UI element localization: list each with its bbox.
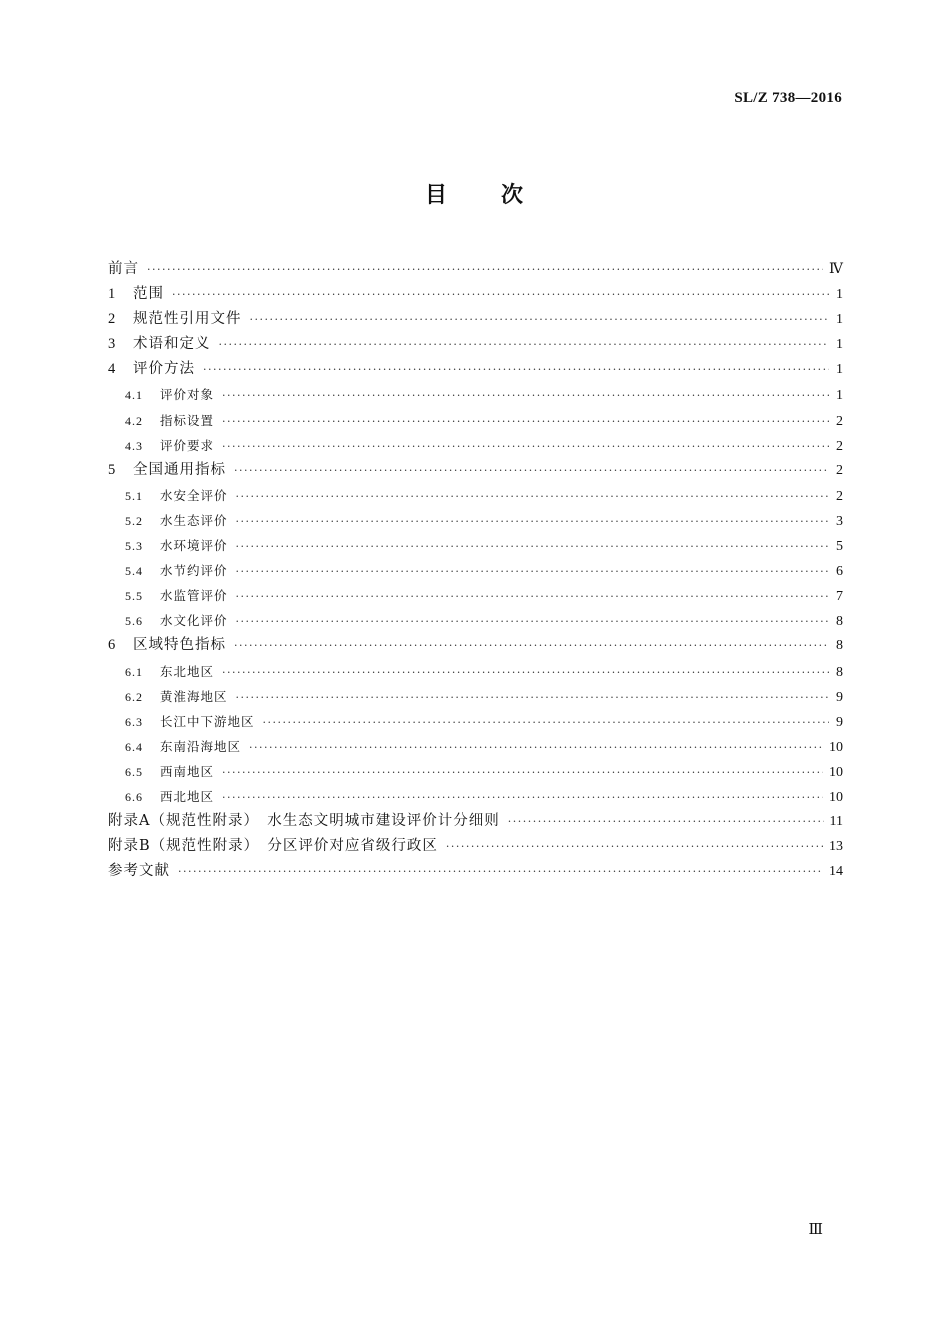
toc-leader-dots bbox=[263, 710, 829, 735]
toc-entry[interactable] bbox=[108, 583, 843, 608]
toc-entry[interactable] bbox=[108, 558, 843, 583]
toc-entry-page: 10 bbox=[829, 764, 843, 780]
toc-entry-title: 规范性引用文件 bbox=[133, 311, 242, 328]
toc-entry-title: 评价对象 bbox=[160, 387, 215, 403]
toc-leader-dots bbox=[508, 809, 824, 834]
toc-entry-title: 参考文献 bbox=[108, 863, 170, 880]
toc-entry-number: 3 bbox=[108, 336, 116, 353]
toc-entry-title: 水环境评价 bbox=[160, 538, 228, 554]
toc-leader-dots bbox=[222, 434, 829, 459]
toc-entry-title: 东南沿海地区 bbox=[160, 738, 242, 754]
toc-entry-page: 10 bbox=[829, 739, 843, 755]
toc-entry-title: 评价方法 bbox=[133, 361, 195, 378]
toc-leader-dots bbox=[234, 458, 829, 483]
toc-entry[interactable] bbox=[108, 684, 843, 709]
toc-entry-number: 4.2 bbox=[125, 413, 143, 428]
toc-leader-dots bbox=[236, 609, 829, 634]
toc-leader-dots bbox=[236, 534, 829, 559]
toc-entry[interactable] bbox=[108, 834, 843, 859]
toc-entry-number: 2 bbox=[108, 311, 116, 328]
toc-entry-number: 6.5 bbox=[125, 764, 143, 779]
toc-entry-page: 8 bbox=[836, 664, 843, 680]
toc-entry-title: 水节约评价 bbox=[160, 563, 228, 579]
toc-entry[interactable] bbox=[108, 483, 843, 508]
toc-entry-number: 5.1 bbox=[125, 488, 143, 503]
toc-entry-title: 西南地区 bbox=[160, 763, 215, 779]
toc-entry[interactable] bbox=[108, 709, 843, 734]
toc-leader-dots bbox=[172, 282, 829, 307]
title-char-2: 次 bbox=[501, 183, 526, 208]
toc-leader-dots bbox=[147, 257, 823, 282]
toc-entry-page: 9 bbox=[836, 714, 843, 730]
page-title bbox=[0, 178, 950, 209]
toc-entry[interactable] bbox=[108, 282, 843, 307]
toc-entry-title: 范围 bbox=[133, 286, 164, 303]
toc-leader-dots bbox=[203, 357, 829, 382]
toc-entry-page: 1 bbox=[836, 337, 843, 353]
toc-entry[interactable] bbox=[108, 433, 843, 458]
toc-leader-dots bbox=[236, 685, 829, 710]
toc-entry-number: 1 bbox=[108, 286, 116, 303]
toc-entry-title: 区域特色指标 bbox=[133, 637, 226, 654]
toc-leader-dots bbox=[236, 484, 829, 509]
toc-entry-number: 5.6 bbox=[125, 614, 143, 629]
toc-entry-number: 6.1 bbox=[125, 664, 143, 679]
toc-entry-title: 东北地区 bbox=[160, 663, 215, 679]
toc-entry-page: 6 bbox=[836, 564, 843, 580]
toc-entry-page: 13 bbox=[829, 839, 843, 855]
toc-entry[interactable] bbox=[108, 533, 843, 558]
toc-entry-number: 4.1 bbox=[125, 388, 143, 403]
toc-entry-number: 6.2 bbox=[125, 689, 143, 704]
toc-leader-dots bbox=[219, 332, 830, 357]
title-char-1: 目 bbox=[424, 183, 449, 208]
toc-leader-dots bbox=[249, 735, 823, 760]
toc-entry-page: 10 bbox=[829, 789, 843, 805]
toc-entry-number: 4.3 bbox=[125, 438, 143, 453]
toc-entry-number: 4 bbox=[108, 361, 116, 378]
toc-leader-dots bbox=[236, 509, 829, 534]
toc-entry-page: 1 bbox=[836, 388, 843, 404]
toc-entry[interactable] bbox=[108, 633, 843, 658]
toc-entry[interactable] bbox=[108, 734, 843, 759]
toc-leader-dots bbox=[222, 760, 823, 785]
toc-entry[interactable] bbox=[108, 408, 843, 433]
toc-entry-page: 2 bbox=[836, 438, 843, 454]
toc-entry-page: 1 bbox=[836, 312, 843, 328]
toc-entry[interactable] bbox=[108, 458, 843, 483]
toc-entry-title: 前言 bbox=[108, 261, 139, 277]
toc-entry-number: 5.2 bbox=[125, 513, 143, 528]
toc-entry-title: 附录B（规范性附录） 分区评价对应省级行政区 bbox=[108, 838, 438, 855]
toc-entry[interactable] bbox=[108, 608, 843, 633]
toc-entry-title: 水文化评价 bbox=[160, 613, 228, 629]
toc-entry-title: 水安全评价 bbox=[160, 487, 228, 503]
toc-entry-title: 评价要求 bbox=[160, 437, 215, 453]
toc-leader-dots bbox=[222, 409, 829, 434]
toc-entry[interactable] bbox=[108, 357, 843, 382]
toc-entry-number: 6.3 bbox=[125, 714, 143, 729]
toc-leader-dots bbox=[236, 584, 829, 609]
table-of-contents bbox=[108, 257, 843, 884]
toc-entry-page: 7 bbox=[836, 589, 843, 605]
toc-entry-title: 附录A（规范性附录） 水生态文明城市建设评价计分细则 bbox=[108, 813, 500, 830]
document-code: SL/Z 738—2016 bbox=[734, 90, 842, 106]
toc-leader-dots bbox=[222, 383, 829, 408]
toc-entry-page: 8 bbox=[836, 614, 843, 630]
toc-entry-page: 1 bbox=[836, 362, 843, 378]
toc-entry[interactable] bbox=[108, 382, 843, 407]
toc-entry[interactable] bbox=[108, 257, 843, 282]
toc-entry-title: 长江中下游地区 bbox=[160, 713, 255, 729]
toc-leader-dots bbox=[178, 859, 823, 884]
toc-entry-page: 11 bbox=[829, 814, 843, 830]
toc-entry-page: 2 bbox=[836, 462, 843, 478]
toc-entry-title: 全国通用指标 bbox=[133, 461, 226, 478]
toc-leader-dots bbox=[222, 660, 829, 685]
toc-entry-number: 6.4 bbox=[125, 739, 143, 754]
toc-entry-page: 14 bbox=[829, 864, 843, 880]
toc-entry-page: 2 bbox=[836, 413, 843, 429]
toc-leader-dots bbox=[222, 785, 823, 810]
toc-entry-title: 黄淮海地区 bbox=[160, 688, 228, 704]
toc-entry-title: 术语和定义 bbox=[133, 336, 211, 353]
toc-entry[interactable] bbox=[108, 784, 843, 809]
toc-leader-dots bbox=[446, 834, 823, 859]
toc-entry[interactable] bbox=[108, 307, 843, 332]
toc-entry[interactable] bbox=[108, 809, 843, 834]
toc-entry-title: 水生态评价 bbox=[160, 512, 228, 528]
toc-entry-number: 5.5 bbox=[125, 589, 143, 604]
toc-entry-page: 8 bbox=[836, 638, 843, 654]
toc-entry-page: 9 bbox=[836, 689, 843, 705]
toc-entry-number: 6.6 bbox=[125, 789, 143, 804]
toc-entry[interactable] bbox=[108, 659, 843, 684]
toc-leader-dots bbox=[236, 559, 829, 584]
toc-entry[interactable] bbox=[108, 332, 843, 357]
toc-entry-number: 6 bbox=[108, 637, 116, 654]
toc-entry-page: 1 bbox=[836, 287, 843, 303]
toc-entry[interactable] bbox=[108, 859, 843, 884]
toc-entry-title: 水监管评价 bbox=[160, 588, 228, 604]
toc-entry-number: 5.4 bbox=[125, 564, 143, 579]
toc-leader-dots bbox=[234, 633, 829, 658]
toc-entry-number: 5.3 bbox=[125, 539, 143, 554]
toc-entry-title: 西北地区 bbox=[160, 788, 215, 804]
page-number: Ⅲ bbox=[808, 1222, 823, 1238]
toc-entry-page: 3 bbox=[836, 513, 843, 529]
toc-entry-page: 2 bbox=[836, 488, 843, 504]
toc-entry[interactable] bbox=[108, 508, 843, 533]
toc-entry-page: 5 bbox=[836, 539, 843, 555]
toc-entry-page: Ⅳ bbox=[829, 262, 843, 277]
toc-entry[interactable] bbox=[108, 759, 843, 784]
toc-entry-title: 指标设置 bbox=[160, 412, 215, 428]
toc-leader-dots bbox=[250, 307, 830, 332]
toc-entry-number: 5 bbox=[108, 461, 116, 478]
